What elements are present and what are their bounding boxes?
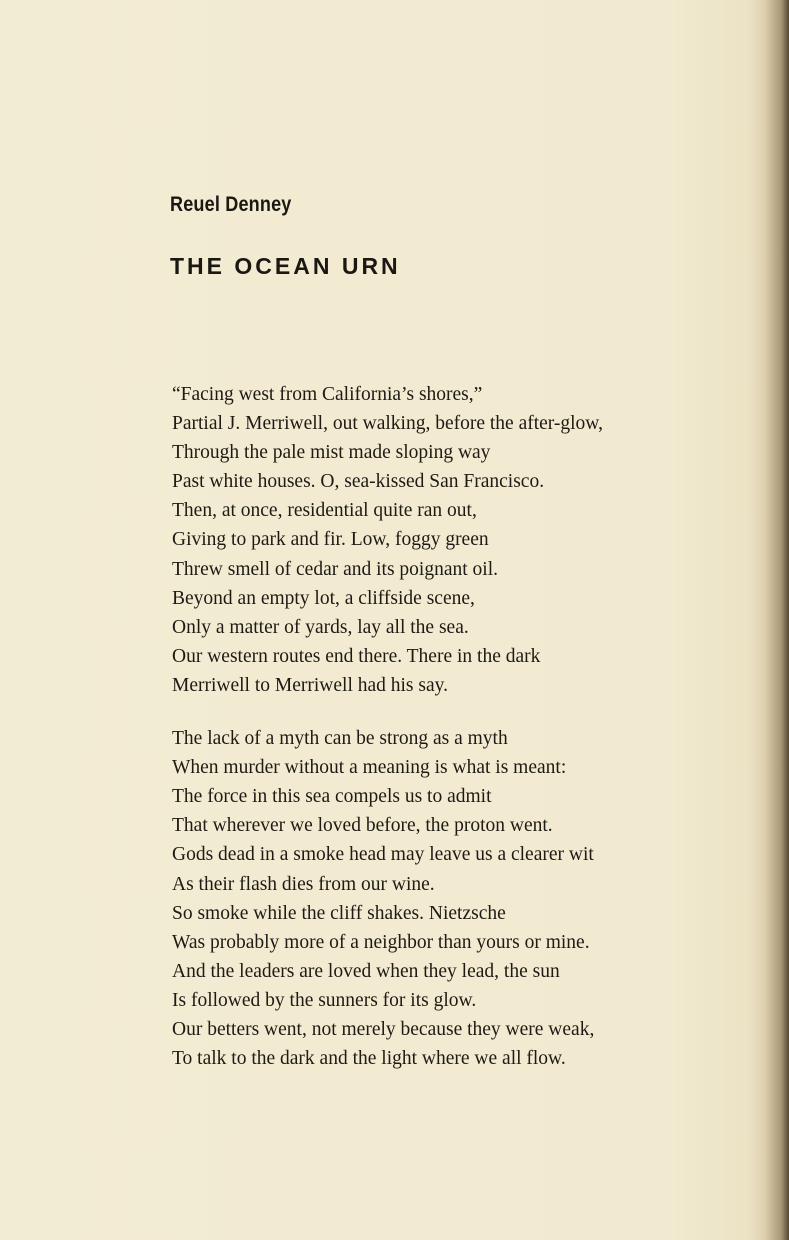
poem-line: Only a matter of yards, lay all the sea. [172,616,469,638]
poem-line: Our betters went, not merely because they were weak, [172,1018,595,1040]
poem-line: When murder without a meaning is what is meant: [172,757,567,779]
author-name: Reuel Denney [170,193,292,216]
stanza-2 [172,724,732,1073]
poem-body [172,380,732,1073]
poem-line: Our western routes end there. There in the dark [172,645,541,667]
poem-line: Is followed by the sunners for its glow. [172,989,477,1011]
poem-line: Gods dead in a smoke head may leave us a clearer wit [172,844,594,866]
poem-line: Was probably more of a neighbor than yours or mine. [172,931,590,953]
poem-line: To talk to the dark and the light where we all flow. [172,1048,566,1070]
poem-line: That wherever we loved before, the proton went. [172,815,553,837]
poem-line: “Facing west from California’s shores,” [172,384,483,405]
poem-line: Through the pale mist made sloping way [172,442,491,464]
poem-line: Then, at once, residential quite ran out, [172,500,477,522]
poem-line: Threw smell of cedar and its poignant oil. [172,558,498,580]
poem-line: Beyond an empty lot, a cliffside scene, [172,587,475,609]
page-edge-shadow [749,0,789,1240]
poem-line: And the leaders are loved when they lead, the sun [172,960,560,982]
poem-line: Giving to park and fir. Low, foggy green [172,529,489,551]
stanza-1 [172,380,732,700]
poem-line: Past white houses. O, sea-kissed San Francisco. [172,471,545,493]
poem-line: The force in this sea compels us to admit [172,786,492,808]
poem-line: The lack of a myth can be strong as a myth [172,728,508,750]
poem-line: So smoke while the cliff shakes. Nietzsche [172,902,506,924]
poem-line: Merriwell to Merriwell had his say. [172,674,448,696]
poem-title: THE OCEAN URN [170,253,401,279]
poem-line: Partial J. Merriwell, out walking, before the after-glow, [172,413,603,435]
poem-line: As their flash dies from our wine. [172,873,435,895]
